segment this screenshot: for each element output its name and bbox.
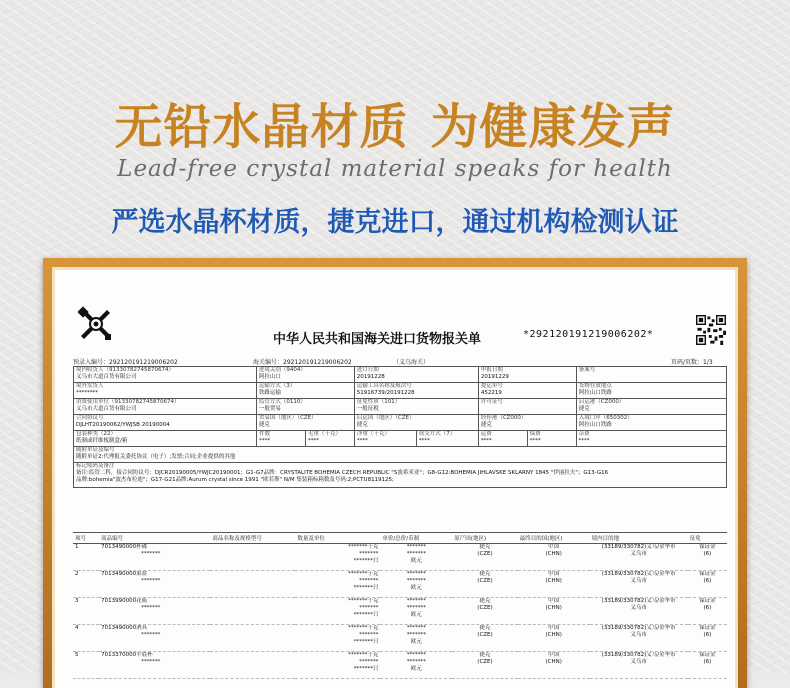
form-cell (478, 383, 576, 399)
cell-text: *******只 (353, 639, 379, 645)
cell-text: ******* (406, 625, 426, 631)
form-row (74, 367, 727, 383)
form-cell (74, 367, 257, 383)
field-label: 净重（千克） (356, 431, 390, 437)
tagline-chinese: 严选水晶杯材质，捷克进口，通过机构检测认证 (111, 207, 679, 238)
cell-text: *******千克 (348, 598, 379, 604)
field-value: 捷克 (258, 422, 270, 428)
table-cell (688, 652, 727, 679)
table-cell (452, 598, 517, 625)
cell-text: 义乌市 (630, 659, 647, 665)
form-cell (257, 431, 306, 446)
cell-text: 捷克 (479, 571, 491, 577)
cell-text: ******* (359, 632, 379, 638)
cell-text: 4 (75, 625, 79, 631)
table-cell (380, 625, 452, 652)
cell-text: 3 (75, 598, 79, 604)
table-cell (73, 625, 99, 652)
form-cell (576, 367, 726, 383)
table-cell (688, 571, 727, 598)
cell-text: 欧元 (410, 612, 422, 618)
form-cell (74, 431, 257, 446)
cell-text: 花瓶 (136, 598, 148, 604)
cell-text: *******只 (353, 666, 379, 672)
field-label: 启运国（地区）（CZE） (356, 415, 415, 421)
table-row (73, 598, 727, 625)
field-label: 入境口岸（650302） (578, 415, 633, 421)
table-cell (73, 598, 99, 625)
cell-text: ******* (406, 632, 426, 638)
field-label: 进口日期 (356, 367, 379, 373)
field-value: 一般征税 (356, 406, 379, 412)
form-cell (256, 415, 354, 431)
cell-text: *******千克 (348, 571, 379, 577)
form-cell (576, 415, 726, 431)
cell-text: (6) (703, 632, 712, 638)
cell-text: (6) (703, 578, 712, 584)
field-label: 货物存放地点 (578, 383, 612, 389)
cell-text: (CZE) (477, 551, 493, 557)
table-cell (688, 544, 727, 571)
cell-text: 保证金 (699, 571, 716, 577)
table-row (73, 544, 727, 571)
form-row (74, 399, 727, 415)
column-header: 单价/总价/币制 (380, 533, 452, 544)
cell-text: ******* (141, 551, 161, 557)
cell-text: 7013990000 (101, 598, 137, 604)
qr-code-icon (696, 315, 726, 345)
table-cell (295, 544, 380, 571)
form-cell (256, 383, 354, 399)
cell-text: 欧元 (410, 585, 422, 591)
table-cell (590, 571, 688, 598)
column-header: 原产国(地区) (452, 533, 517, 544)
cell-text: 捷克 (479, 625, 491, 631)
customs-emblem-icon (77, 306, 115, 342)
field-label: 提运单号 (480, 383, 503, 389)
form-cell (416, 431, 478, 446)
form-cell (256, 399, 354, 415)
cell-text: (CHN) (545, 632, 562, 638)
field-value: 阿拉山口铁路 (578, 422, 612, 428)
cell-text: 欧元 (410, 666, 422, 672)
cell-text: 中国 (548, 544, 560, 550)
cell-text: (CZE) (477, 605, 493, 611)
form-cell (74, 399, 257, 415)
cell-text: ******* (141, 632, 161, 638)
field-label: 包装种类（22） (76, 431, 116, 437)
cell-text: 保证金 (699, 625, 716, 631)
field-value: **** (259, 438, 271, 444)
cell-text: 7013370000 (101, 652, 137, 658)
cell-text: ******* (406, 659, 426, 665)
field-label: 合同协议号 (76, 415, 104, 421)
field-value: 20191228 (356, 374, 385, 380)
document-title: 中华人民共和国海关进口货物报关单 (273, 332, 482, 347)
headline (0, 88, 790, 157)
docs-attached-cell (74, 447, 727, 463)
field-label: 标记唛码及备注 (76, 463, 115, 469)
form-row (74, 383, 727, 399)
field-value: **** (529, 438, 541, 444)
customs-declaration-document (55, 270, 735, 688)
table-cell (73, 652, 99, 679)
form-cell (256, 367, 354, 383)
form-cell (74, 383, 257, 399)
form-cell (576, 399, 726, 415)
cell-text: 7013490000 (101, 544, 137, 550)
field-value: DJLHT20190062/YWJSB 20190004 (76, 422, 170, 428)
table-cell (590, 652, 688, 679)
customs-number: 海关编号：292120191219006202 (253, 359, 352, 366)
field-label: 许可证号 (480, 399, 503, 405)
cell-text: ******* (406, 598, 426, 604)
cell-text: (CHN) (545, 659, 562, 665)
field-value: 阿拉山口铁路 (578, 390, 612, 396)
cell-text: (CHN) (545, 578, 562, 584)
field-label: 成交方式（7） (418, 431, 456, 437)
form-cell (305, 431, 354, 446)
field-label: 征免性质（101） (356, 399, 401, 405)
table-cell (73, 544, 99, 571)
cell-text: (CZE) (477, 659, 493, 665)
cell-text: 5 (75, 652, 79, 658)
table-cell (210, 544, 295, 571)
field-label: 保费 (529, 431, 541, 437)
cell-text: 中国 (548, 625, 560, 631)
field-label: 贸易国（地区）（CZE） (258, 415, 317, 421)
cell-text: (6) (703, 659, 712, 665)
table-cell (210, 652, 295, 679)
table-cell (380, 652, 452, 679)
table-cell (295, 598, 380, 625)
table-cell (380, 598, 452, 625)
cell-text: ******* (406, 571, 426, 577)
cell-text: ******* (406, 652, 426, 658)
cell-text: ******* (141, 578, 161, 584)
table-cell (518, 598, 590, 625)
cell-text: *******只 (353, 558, 379, 564)
table-cell (295, 652, 380, 679)
field-label: 运输方式（3） (258, 383, 296, 389)
table-cell (518, 625, 590, 652)
cell-text: (CZE) (477, 578, 493, 584)
table-cell (452, 544, 517, 571)
field-value: 随附单证2:代理报关委托协议（电子）;发票;合同;企业提供的其他 (76, 454, 236, 460)
field-label: 杂费 (578, 431, 590, 437)
table-row (73, 625, 727, 652)
cell-text: 保证金 (699, 598, 716, 604)
field-value: 捷克 (578, 406, 590, 412)
cell-text: 保证金 (699, 544, 716, 550)
field-value: 品牌:bohemia"波杰布拉迪"；G17-G21品牌:Aurum crystal since 1991 "欧若斯" N/M 集装箱标箱数及号码:2;PCTU8119125; (76, 477, 394, 483)
field-value: 452219 (480, 390, 502, 396)
form-cell (354, 367, 478, 383)
cell-text: 义乌市 (630, 632, 647, 638)
page-indicator: 页码/页数：1/3 (671, 359, 713, 366)
cell-text: *******千克 (348, 652, 379, 658)
field-value: **** (418, 438, 430, 444)
table-cell (518, 571, 590, 598)
cell-text: 中国 (548, 652, 560, 658)
cell-text: ******* (406, 544, 426, 550)
field-label: 运输工具名称及航次号 (356, 383, 412, 389)
headline-part2: 为健康发声 (430, 99, 676, 155)
frame-mat (52, 267, 738, 688)
cell-text: 中国 (548, 598, 560, 604)
form-cell (74, 415, 257, 431)
packing-subtable (74, 431, 726, 446)
form-cell (478, 415, 576, 431)
cell-text: 中国 (548, 571, 560, 577)
cell-text: ******* (359, 551, 379, 557)
goods-header-row (73, 533, 727, 544)
field-value: 20191229 (480, 374, 509, 380)
gold-picture-frame (43, 258, 747, 688)
table-cell (99, 571, 210, 598)
table-cell (518, 652, 590, 679)
cell-text: ******* (141, 605, 161, 611)
field-value: ******** (76, 390, 98, 396)
cell-text: ******* (141, 659, 161, 665)
table-cell (210, 571, 295, 598)
cell-text: 平底杯 (136, 652, 153, 658)
table-row (73, 652, 727, 679)
field-value: **** (578, 438, 590, 444)
cell-text: ******* (406, 551, 426, 557)
cell-text: 7013490000 (101, 571, 137, 577)
form-cell (478, 431, 527, 446)
form-row (74, 447, 727, 463)
table-cell (99, 625, 210, 652)
form-cell (527, 431, 576, 446)
table-cell (210, 625, 295, 652)
cell-text: *******千克 (348, 544, 379, 550)
field-label: 毛重（千克） (307, 431, 341, 437)
table-cell (210, 598, 295, 625)
customs-port: （义乌海关） (393, 359, 430, 366)
cell-text: 义乌市 (630, 605, 647, 611)
cell-text: 杯碟 (136, 544, 148, 550)
cell-text: ******* (359, 659, 379, 665)
goods-table (73, 532, 727, 679)
table-cell (452, 625, 517, 652)
cell-text: 保证金 (699, 652, 716, 658)
field-label: 进境关别（9404） (258, 367, 306, 373)
column-header: 商品名称及规格型号 (210, 533, 295, 544)
field-label: 启运港（CZ000） (578, 399, 625, 405)
cell-text: (6) (703, 551, 712, 557)
field-value: 铁路运输 (258, 390, 281, 396)
table-cell (452, 571, 517, 598)
table-cell (380, 544, 452, 571)
cell-text: *******千克 (348, 625, 379, 631)
field-label: 境内收货人（91330782745870674） (76, 367, 174, 373)
column-header: 征免 (688, 533, 727, 544)
form-cell (478, 367, 576, 383)
table-cell (295, 571, 380, 598)
column-header: 境内目的地 (590, 533, 688, 544)
field-value: 备注:监管二科，接合同协议号：DJCR20190005/YWJC20190001；G1-G7品牌：CRYSTALITE BOHEMIA CZECH REPUBLIC "S波希米亚"；G8-G12:BOHEMIA JIHLAVSKE SKLARNY 1845 "伊丽拉夫"；G13-G16 (76, 470, 609, 476)
form-row (74, 431, 727, 447)
form-cell (354, 431, 416, 446)
form-cell (354, 383, 478, 399)
cell-text: 2 (75, 571, 79, 577)
form-row (74, 415, 727, 431)
field-label: 随附单证及编号 (76, 447, 115, 453)
cell-text: (6) (703, 605, 712, 611)
form-cell (354, 399, 478, 415)
cell-text: ******* (406, 605, 426, 611)
field-label: 运费 (480, 431, 492, 437)
field-label: 经停港（CZ000） (480, 415, 527, 421)
cell-text: 欧元 (410, 639, 422, 645)
field-label: 境外发货人 (76, 383, 104, 389)
remarks-cell (74, 463, 727, 488)
field-value: 义乌市大道百货有限公司 (76, 374, 137, 380)
table-cell (99, 544, 210, 571)
table-cell (380, 571, 452, 598)
field-label: 备案号 (578, 367, 596, 373)
pre-entry-number: 预录入编号：292120191219006202 (73, 359, 178, 366)
table-cell (688, 598, 727, 625)
table-cell (99, 598, 210, 625)
table-cell (518, 544, 590, 571)
barcode-number: *292120191219006202* (523, 329, 654, 340)
field-value: 阿拉山口 (258, 374, 281, 380)
field-value: 义乌市大道百货有限公司 (76, 406, 137, 412)
table-cell (590, 625, 688, 652)
table-cell (452, 652, 517, 679)
form-cell (576, 431, 726, 446)
table-cell (590, 598, 688, 625)
cell-text: (CHN) (545, 605, 562, 611)
form-cell (576, 383, 726, 399)
headline-part1: 无铅水晶材质 (114, 99, 409, 155)
cell-text: 1 (75, 544, 79, 550)
cell-text: 7013490000 (101, 625, 137, 631)
cell-text: (33189/330782)义乌/金华市 (601, 652, 676, 658)
cell-text: (33189/330782)义乌/金华市 (601, 598, 676, 604)
tagline-english: Lead-free crystal material speaks for health (117, 156, 673, 182)
cell-text: 捷克 (479, 544, 491, 550)
table-cell (590, 544, 688, 571)
form-cell (478, 399, 576, 415)
table-cell (688, 625, 727, 652)
field-value: 捷克 (480, 422, 492, 428)
cell-text: (CHN) (545, 551, 562, 557)
cell-text: *******只 (353, 585, 379, 591)
table-row (73, 571, 727, 598)
form-cell (354, 415, 478, 431)
field-label: 申报日期 (480, 367, 503, 373)
field-label: 监管方式（0110） (258, 399, 306, 405)
declaration-form (73, 366, 727, 488)
cell-text: (33189/330782)义乌/金华市 (601, 544, 676, 550)
cell-text: *******只 (353, 612, 379, 618)
field-value: **** (480, 438, 492, 444)
table-cell (73, 571, 99, 598)
column-header: 数量及单位 (295, 533, 380, 544)
column-header: 商品编号 (99, 533, 210, 544)
table-cell (295, 625, 380, 652)
cell-text: ******* (406, 578, 426, 584)
cell-text: 果盆 (136, 571, 148, 577)
column-header: 最终目的国(地区) (518, 533, 590, 544)
cell-text: ******* (359, 578, 379, 584)
cell-text: (33189/330782)义乌/金华市 (601, 625, 676, 631)
cell-text: ******* (359, 605, 379, 611)
field-value: 捷克 (356, 422, 368, 428)
field-value: 一般贸易 (258, 406, 281, 412)
field-value: **** (307, 438, 319, 444)
cell-text: (CZE) (477, 632, 493, 638)
cell-text: 义乌市 (630, 578, 647, 584)
form-row (74, 463, 727, 488)
cell-text: (33189/330782)义乌/金华市 (601, 571, 676, 577)
field-label: 件数 (259, 431, 271, 437)
cell-text: 酒具 (136, 625, 148, 631)
cell-text: 捷克 (479, 598, 491, 604)
field-label: 消费使用单位（91330782745870674） (76, 399, 180, 405)
cell-text: 捷克 (479, 652, 491, 658)
cell-text: 义乌市 (630, 551, 647, 557)
form-cell (74, 431, 727, 447)
field-value: 纸制或纤维板制盒/箱 (76, 438, 128, 444)
column-header: 项号 (73, 533, 99, 544)
field-value: 51916739/20191228 (356, 390, 415, 396)
cell-text: 欧元 (410, 558, 422, 564)
table-cell (99, 652, 210, 679)
field-value: **** (356, 438, 368, 444)
